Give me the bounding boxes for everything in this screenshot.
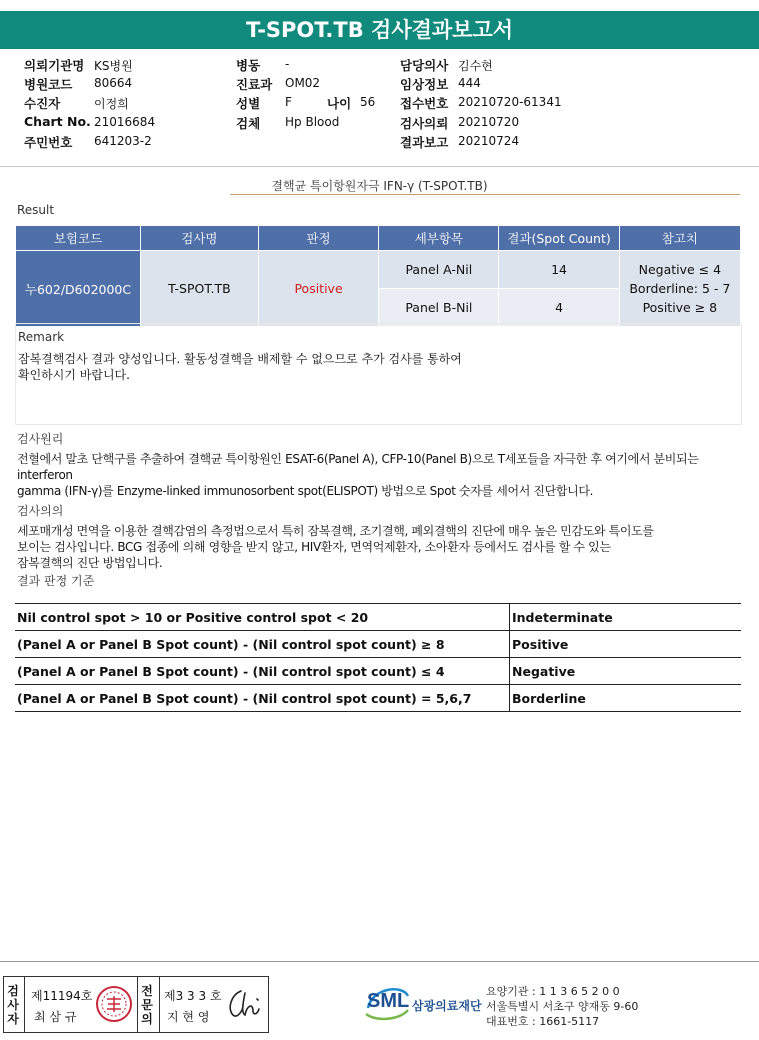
- address-line: 요양기관 : 1 1 3 6 5 2 0 0: [486, 985, 620, 998]
- info-value: 이정희: [94, 97, 129, 111]
- table-row: [15, 658, 741, 685]
- significance-text: [17, 523, 747, 571]
- detail-item: Panel A-Nil: [379, 251, 499, 289]
- info-value: KS병원: [94, 59, 133, 73]
- info-value: OM02: [285, 76, 321, 90]
- label-char: 문: [141, 998, 153, 1012]
- remark-line: 잠복결핵검사 결과 양성입니다. 활동성결핵을 배제할 수 없으므로 추가 검사를 통하여: [18, 352, 462, 366]
- remark-text: [18, 351, 462, 383]
- info-label: 담당의사: [400, 58, 449, 73]
- report-title: T-SPOT.TB 검사결과보고서: [0, 11, 759, 49]
- criteria-condition: (Panel A or Panel B Spot count) - (Nil control spot count) ≥ 8: [15, 631, 510, 658]
- info-value: F: [285, 95, 292, 109]
- criteria-condition: Nil control spot > 10 or Positive control spot < 20: [15, 604, 510, 631]
- info-value: -: [285, 57, 290, 71]
- address-block: [486, 984, 638, 1029]
- spot-count: 14: [499, 251, 619, 289]
- significance-line: 잠복결핵의 진단 방법입니다.: [17, 556, 163, 570]
- info-label: Chart No.: [24, 114, 91, 129]
- principle-line: gamma (IFN-γ)를 Enzyme-linked immunosorbent spot(ELISPOT) 방법으로 Spot 숫자를 세어서 진단합니다.: [17, 484, 594, 498]
- inspector-vertical-label: [7, 984, 19, 1026]
- reference-range: [619, 251, 740, 327]
- table-row: [15, 685, 741, 712]
- principle-label: 검사원리: [17, 432, 64, 446]
- judgment-value: Positive: [258, 251, 379, 327]
- specialist-number: 제3 3 3 호: [164, 989, 222, 1003]
- specialist-vertical-label: [140, 984, 154, 1026]
- info-label: 의뢰기관명: [24, 58, 85, 73]
- info-label: 수진자: [24, 96, 61, 111]
- table-row: [16, 251, 741, 289]
- criteria-result: Borderline: [510, 685, 742, 712]
- table-row: [15, 604, 741, 631]
- info-value: 641203-2: [94, 134, 152, 148]
- result-label: Result: [17, 203, 55, 217]
- specialist-name: 지 현 영: [167, 1010, 210, 1024]
- label-char: 전: [141, 984, 153, 998]
- spot-count: 4: [499, 289, 619, 327]
- info-label: 진료과: [236, 77, 273, 92]
- criteria-result: Negative: [510, 658, 742, 685]
- significance-line: 세포매개성 면역을 이용한 결핵감염의 측정법으로서 특히 잠복결핵, 조기결핵, 폐외결핵의 진단에 매우 높은 민감도와 특이도를: [17, 524, 654, 538]
- detail-item: Panel B-Nil: [379, 289, 499, 327]
- principle-line: 전혈에서 말초 단핵구를 추출하여 결핵균 특이항원인 ESAT-6(Panel A), CFP-10(Panel B)으로 T세포들을 자극한 후 여기에서 분비되는: [17, 452, 699, 466]
- info-label: 접수번호: [400, 96, 449, 111]
- reference-line: Negative ≤ 4: [638, 262, 722, 277]
- info-label: 검체: [236, 116, 261, 131]
- criteria-table: [15, 603, 741, 712]
- info-value: 김수현: [458, 59, 493, 73]
- info-label: 결과보고: [400, 135, 449, 150]
- info-value: 20210724: [458, 134, 520, 148]
- criteria-result: Positive: [510, 631, 742, 658]
- info-block: [24, 56, 744, 152]
- criteria-result: Indeterminate: [510, 604, 742, 631]
- header-cell: 참고치: [619, 226, 740, 251]
- insurance-code: 누602/D602000C: [16, 251, 141, 327]
- criteria-label: 결과 판정 기준: [17, 574, 95, 588]
- info-value: 80664: [94, 76, 133, 90]
- info-value: 20210720: [458, 115, 520, 129]
- info-value: 21016684: [94, 115, 156, 129]
- foundation-name: 삼광의료재단: [412, 999, 482, 1013]
- info-label: 임상정보: [400, 77, 449, 92]
- reference-line: Positive ≥ 8: [642, 300, 718, 315]
- inspector-name: 최 삼 규: [34, 1010, 77, 1024]
- result-table: [15, 225, 741, 327]
- logo-text: SML: [367, 990, 410, 1012]
- header-cell: 결과(Spot Count): [499, 226, 619, 251]
- info-value: 20210720-61341: [458, 95, 562, 109]
- footer-divider: [0, 961, 759, 962]
- significance-label: 검사의의: [17, 504, 64, 518]
- divider: [159, 977, 160, 1032]
- header-cell: 판정: [258, 226, 379, 251]
- criteria-condition: (Panel A or Panel B Spot count) - (Nil control spot count) ≤ 4: [15, 658, 510, 685]
- header-cell: 보험코드: [16, 226, 141, 251]
- reference-line: Borderline: 5 - 7: [629, 281, 731, 296]
- label-char: 자: [7, 1012, 19, 1026]
- header-cell: 검사명: [141, 226, 259, 251]
- remark-label: Remark: [18, 330, 65, 344]
- info-label: 검사의뢰: [400, 116, 449, 131]
- table-row: [15, 631, 741, 658]
- significance-line: 보이는 검사입니다. BCG 접종에 의해 영향을 받지 않고, HIV환자, 면역억제환자, 소아환자 등에서도 검사를 할 수 있는: [17, 540, 611, 554]
- address-line: 대표번호 : 1661-5117: [486, 1015, 600, 1028]
- principle-line: interferon: [17, 468, 73, 482]
- info-label: 성별: [236, 96, 261, 111]
- divider: [137, 977, 138, 1032]
- divider: [230, 194, 740, 195]
- address-line: 서울특별시 서초구 양재동 9-60: [486, 1000, 639, 1013]
- info-label: 나이: [327, 96, 352, 111]
- test-subtitle: 결핵균 특이항원자극 IFN-γ (T-SPOT.TB): [271, 179, 488, 193]
- signature-icon: [223, 985, 263, 1023]
- info-value: Hp Blood: [285, 115, 340, 129]
- info-label: 병원코드: [24, 77, 73, 92]
- info-label: 병동: [236, 58, 261, 73]
- label-char: 검: [7, 984, 19, 998]
- info-value: 444: [458, 76, 481, 90]
- label-char: 의: [141, 1012, 153, 1026]
- info-label: 주민번호: [24, 135, 73, 150]
- info-value: 56: [360, 95, 376, 109]
- test-name: T-SPOT.TB: [141, 251, 259, 327]
- divider: [24, 977, 25, 1032]
- result-table-header: [16, 226, 741, 251]
- header-cell: 세부항목: [379, 226, 499, 251]
- principle-text: [17, 451, 752, 499]
- remark-box: [15, 323, 742, 425]
- criteria-condition: (Panel A or Panel B Spot count) - (Nil control spot count) = 5,6,7: [15, 685, 510, 712]
- inspector-number: 제11194호: [31, 989, 93, 1003]
- divider: [0, 166, 759, 167]
- signature-box: [3, 976, 269, 1033]
- label-char: 사: [7, 998, 19, 1012]
- seal-stamp-icon: [95, 985, 133, 1023]
- remark-line: 확인하시기 바랍니다.: [18, 368, 130, 382]
